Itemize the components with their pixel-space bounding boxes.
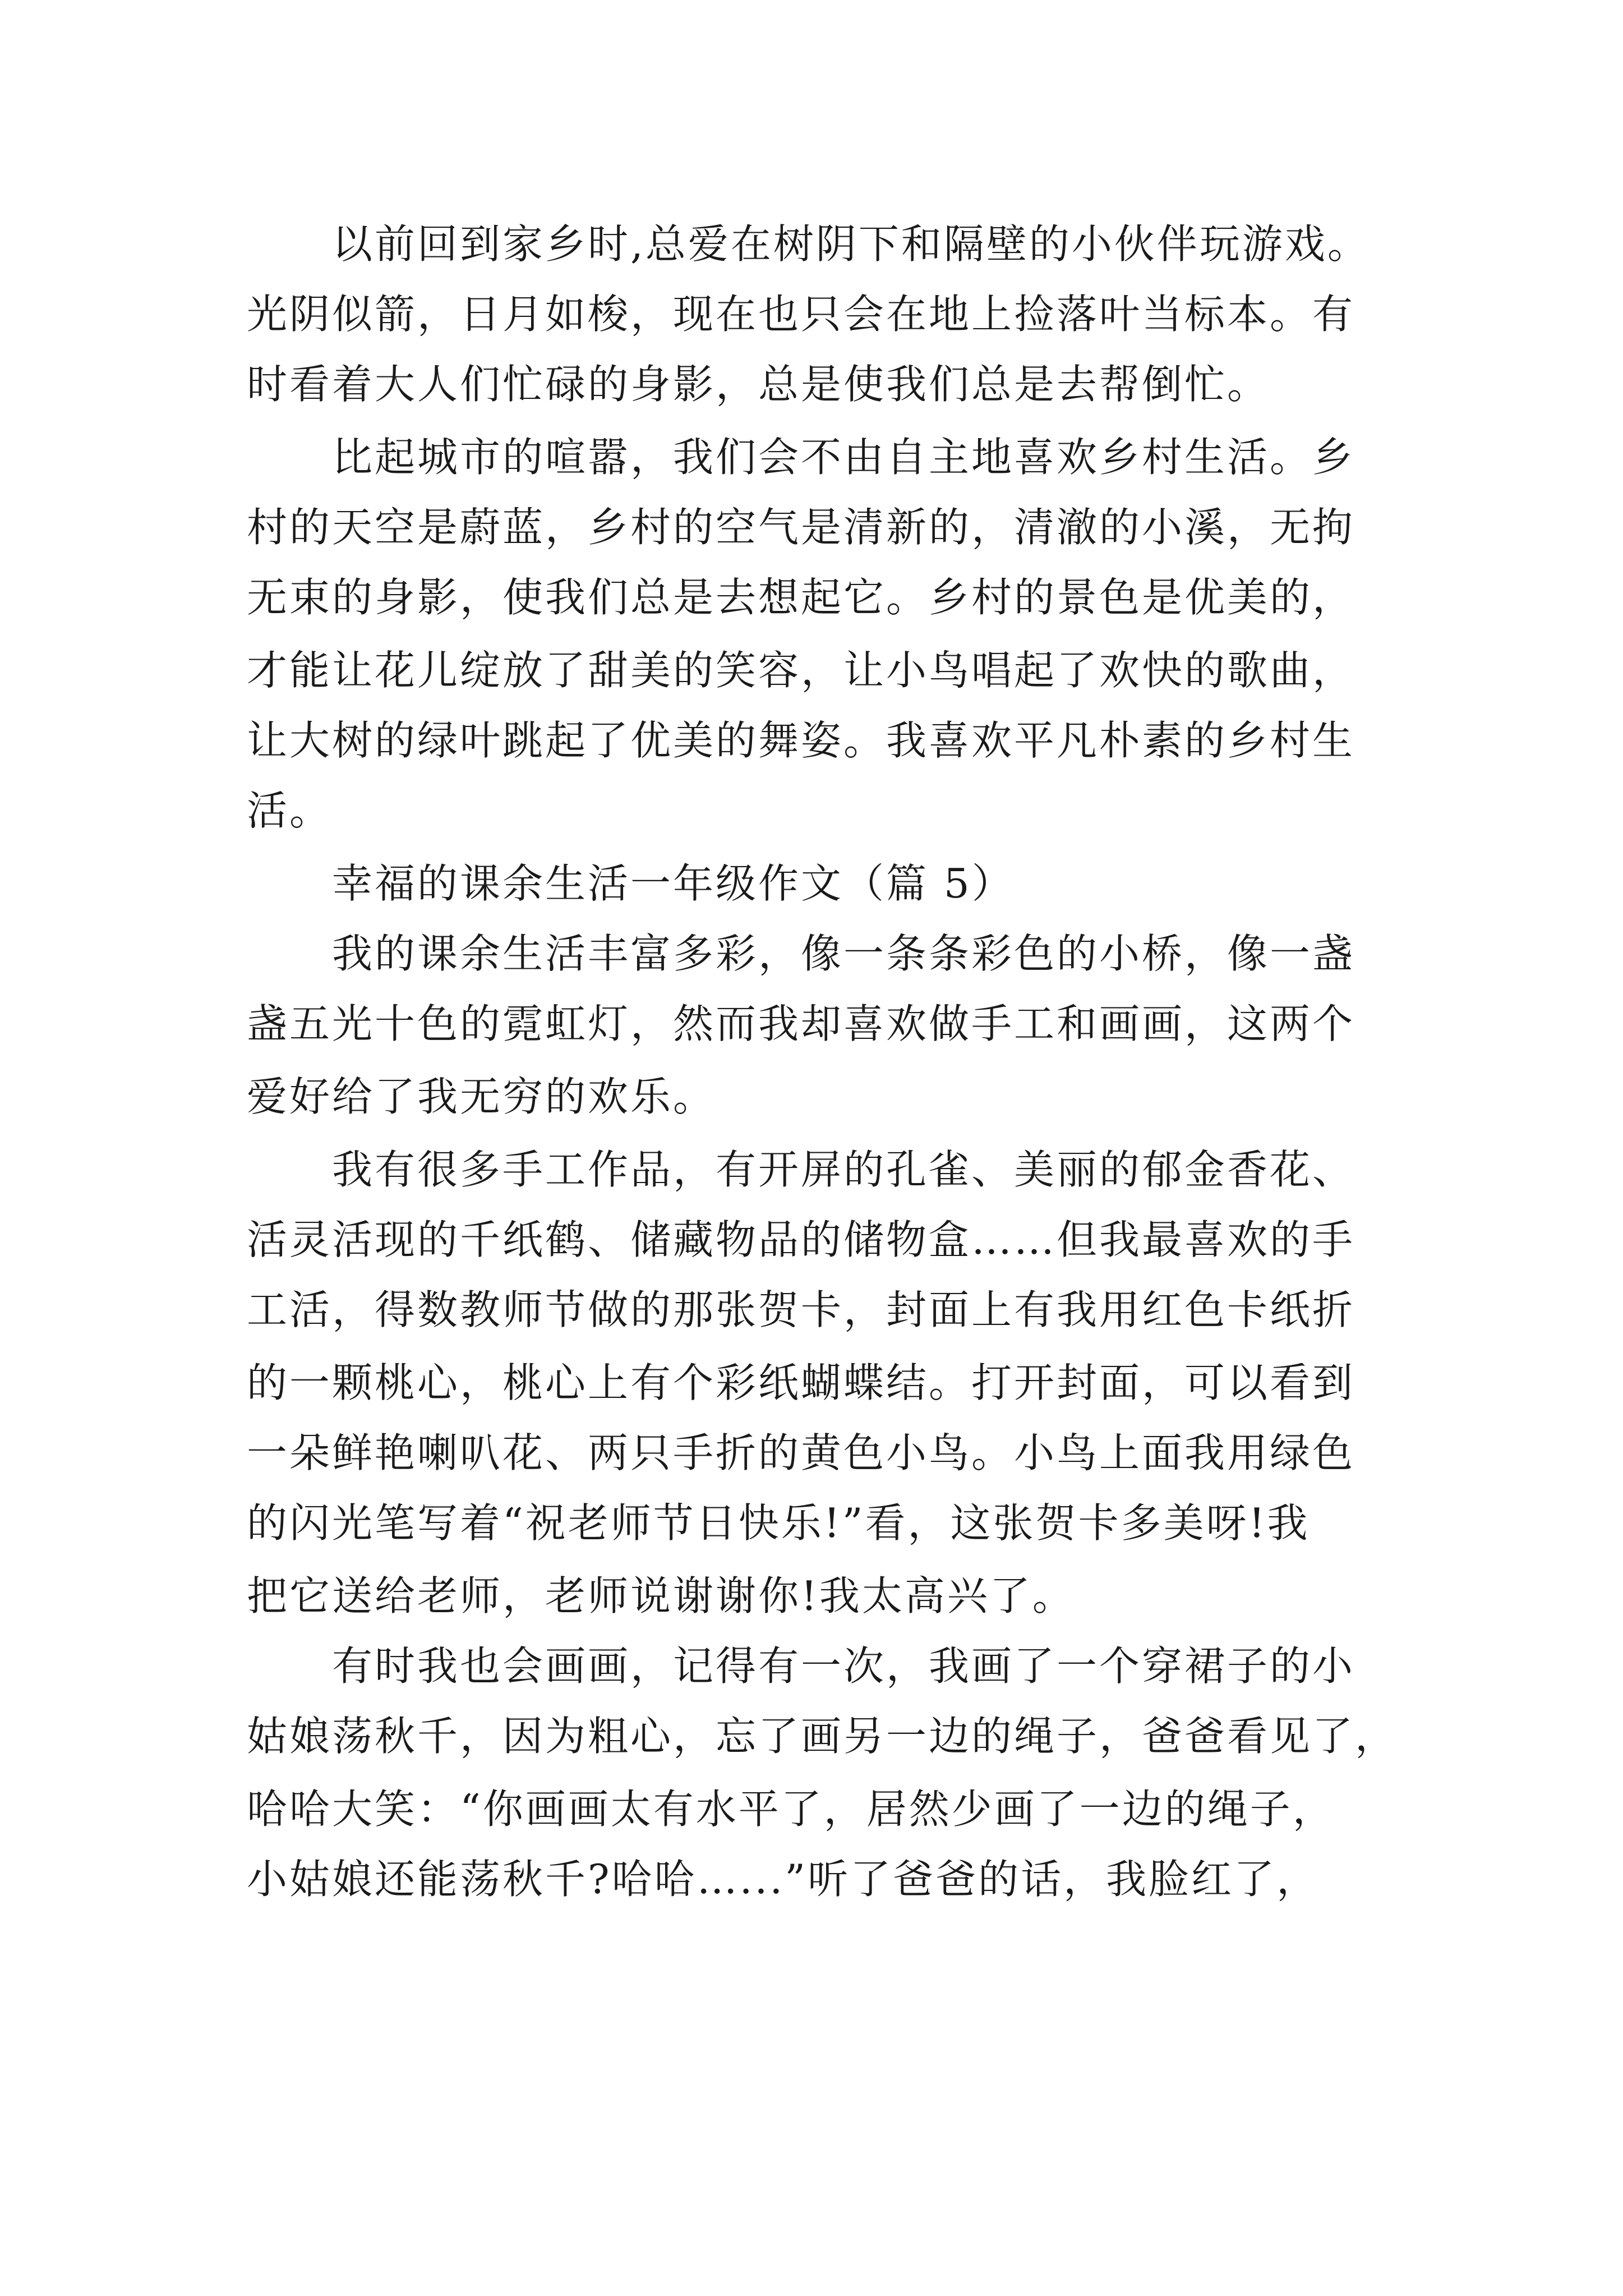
text-line: 工活，得数教师节做的那张贺卡，封面上有我用红色卡纸折 — [247, 1286, 1355, 1333]
text-line: 姑娘荡秋千，因为粗心，忘了画另一边的绳子，爸爸看见了， — [247, 1713, 1398, 1760]
text-line: 我有很多手工作品，有开屏的孔雀、美丽的郁金香花、 — [247, 1146, 1355, 1193]
text-line: 时看着大人们忙碌的身影，总是使我们总是去帮倒忙。 — [247, 361, 1270, 408]
text-line: 爱好给了我无穷的欢乐。 — [247, 1073, 716, 1120]
text-line: 比起城市的喧嚣，我们会不由自主地喜欢乡村生活。乡 — [247, 434, 1355, 481]
text-line: 小姑娘还能荡秋千?哈哈…...”听了爸爸的话，我脸红了， — [247, 1856, 1320, 1903]
text-line: 以前回到家乡时,总爱在树阴下和隔壁的小伙伴玩游戏。 — [247, 220, 1370, 268]
text-line: 村的天空是蔚蓝，乡村的空气是清新的，清澈的小溪，无拘 — [247, 504, 1355, 551]
text-line: 我的课余生活丰富多彩，像一条条彩色的小桥，像一盏 — [247, 930, 1355, 977]
text-line: 光阴似箭，日月如梭，现在也只会在地上捡落叶当标本。有 — [247, 291, 1355, 338]
text-line: 无束的身影，使我们总是去想起它。乡村的景色是优美的， — [247, 574, 1355, 621]
text-line: 活。 — [247, 787, 333, 834]
text-line: 才能让花儿绽放了甜美的笑容，让小鸟唱起了欢快的歌曲， — [247, 647, 1355, 694]
section-heading: 幸福的课余生活一年级作文（篇 5） — [247, 860, 1015, 907]
text-line: 哈哈大笑：“你画画太有水平了，居然少画了一边的绳子， — [247, 1786, 1335, 1833]
text-line: 活灵活现的千纸鹤、储藏物品的储物盒……但我最喜欢的手 — [247, 1216, 1355, 1263]
text-line: 的闪光笔写着“祝老师节日快乐!”看，这张贺卡多美呀!我 — [247, 1499, 1310, 1547]
text-line: 的一颗桃心，桃心上有个彩纸蝴蝶结。打开封面，可以看到 — [247, 1359, 1355, 1406]
text-line: 有时我也会画画，记得有一次，我画了一个穿裙子的小 — [247, 1642, 1355, 1690]
text-line: 一朵鲜艳喇叭花、两只手折的黄色小鸟。小鸟上面我用绿色 — [247, 1429, 1355, 1476]
text-line: 让大树的绿叶跳起了优美的舞姿。我喜欢平凡朴素的乡村生 — [247, 717, 1355, 764]
text-line: 盏五光十色的霓虹灯，然而我却喜欢做手工和画画，这两个 — [247, 1000, 1355, 1047]
text-line: 把它送给老师，老师说谢谢你!我太高兴了。 — [247, 1572, 1075, 1619]
